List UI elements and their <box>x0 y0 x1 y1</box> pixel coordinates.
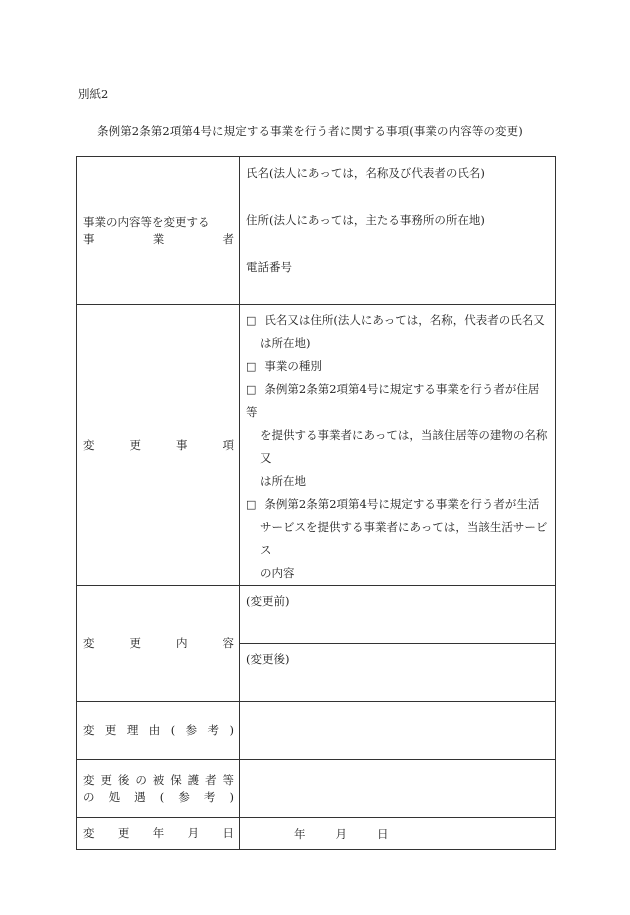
label-char: 参 <box>185 723 198 737</box>
before-change-label: (変更前) <box>246 594 290 608</box>
label-char: 更 <box>117 826 130 840</box>
row-protected-person-treatment <box>77 760 556 818</box>
check-item-text: の内容 <box>260 566 295 580</box>
check-item-text: 条例第2条第2項第4号に規定する事業を行う者が住居等 <box>246 382 540 419</box>
label-char: 変 <box>83 437 95 452</box>
label-char: ( <box>159 789 165 804</box>
label-char: 変 <box>83 636 95 650</box>
document-title: 条例第2条第2項第4号に規定する事業を行う者に関する事項(事業の内容等の変更) <box>97 124 523 138</box>
check-item-text: を提供する事業者にあっては，当該住居等の建物の名称又 <box>260 428 548 465</box>
label-char: 更 <box>129 636 141 650</box>
label-char: 事 <box>176 437 188 452</box>
label-char: 被 <box>152 772 165 787</box>
label-char: 更 <box>104 723 117 737</box>
protected-person-treatment-field[interactable] <box>240 760 556 818</box>
after-change-label: (変更後) <box>246 652 290 666</box>
phone-field-label: 電話番号 <box>246 260 292 274</box>
label-char: 日 <box>222 826 234 840</box>
label-char: 変 <box>83 723 95 737</box>
label-char: 参 <box>178 789 190 804</box>
after-change-area[interactable] <box>240 644 555 701</box>
before-change-area[interactable] <box>240 586 555 644</box>
operator-info-cell[interactable] <box>240 157 556 305</box>
change-content-cell <box>240 586 556 702</box>
label-line <box>83 231 234 248</box>
check-item-text: 事業の種別 <box>264 359 322 373</box>
change-reason-field[interactable] <box>240 702 556 760</box>
row-change-content <box>77 586 556 702</box>
check-item-business-type[interactable] <box>246 355 549 378</box>
checkbox[interactable]: □ <box>246 498 257 511</box>
checkbox[interactable]: □ <box>246 314 257 327</box>
label-change-content <box>77 586 240 702</box>
label-change-date <box>77 818 240 850</box>
label-protected-person-treatment <box>77 760 240 818</box>
checkbox[interactable]: □ <box>246 360 257 373</box>
change-date-field[interactable] <box>240 818 556 850</box>
label-char: 業 <box>152 231 165 246</box>
month-label: 月 <box>335 826 347 841</box>
label-char: の <box>83 789 95 804</box>
label-char: 後 <box>117 772 130 787</box>
label-char: 理 <box>126 723 139 737</box>
label-char: 項 <box>222 437 234 452</box>
label-char: 考 <box>207 723 220 737</box>
label-char: 処 <box>108 789 121 804</box>
label-char: 由 <box>148 723 161 737</box>
label-business-operator <box>77 157 240 305</box>
label-char: の <box>135 772 147 787</box>
label-change-items <box>77 305 240 586</box>
label-char: 保 <box>170 772 182 787</box>
check-item-text: 条例第2条第2項第4号に規定する事業を行う者が生活 <box>264 497 540 511</box>
label-char: 月 <box>187 826 200 840</box>
label-char: 内 <box>176 636 188 650</box>
row-change-items <box>77 305 556 586</box>
check-item-text: は所在地 <box>260 474 306 488</box>
check-item-text: 氏名又は住所(法人にあっては，名称，代表者の氏名又 <box>264 313 545 327</box>
label-char: 更 <box>100 772 112 787</box>
label-char: ) <box>229 723 234 737</box>
check-item-living-service[interactable] <box>246 493 549 585</box>
form-table <box>76 156 556 850</box>
change-items-cell <box>240 305 556 586</box>
label-char: 変 <box>83 826 95 840</box>
day-label: 日 <box>377 826 389 841</box>
checkbox[interactable]: □ <box>246 383 257 396</box>
check-item-housing[interactable] <box>246 378 549 493</box>
label-char: 等 <box>222 772 234 787</box>
label-char: 更 <box>129 437 141 452</box>
row-change-date <box>77 818 556 850</box>
row-business-operator <box>77 157 556 305</box>
label-char: ( <box>170 723 176 737</box>
label-char: 護 <box>187 772 200 787</box>
label-char: 容 <box>222 636 234 650</box>
address-field-label: 住所(法人にあっては，主たる事務所の所在地) <box>246 213 485 227</box>
label-char: 事 <box>83 231 95 246</box>
label-char: 年 <box>152 826 165 840</box>
label-char: 変 <box>83 772 95 787</box>
label-char: 考 <box>203 789 216 804</box>
label-line: 事業の内容等を変更する <box>83 214 210 229</box>
label-char: 者 <box>222 231 234 246</box>
name-field-label: 氏名(法人にあっては，名称及び代表者の氏名) <box>246 166 485 180</box>
check-item-text: は所在地) <box>260 336 311 350</box>
year-label: 年 <box>294 826 306 841</box>
label-change-reason <box>77 702 240 760</box>
attachment-label: 別紙2 <box>78 87 109 101</box>
label-char: ) <box>229 789 234 804</box>
label-char: 遇 <box>134 789 146 804</box>
row-change-reason <box>77 702 556 760</box>
check-item-name-address[interactable] <box>246 309 549 355</box>
check-item-text: サービスを提供する事業者にあっては，当該生活サービス <box>260 520 548 557</box>
label-char: 者 <box>205 772 217 787</box>
